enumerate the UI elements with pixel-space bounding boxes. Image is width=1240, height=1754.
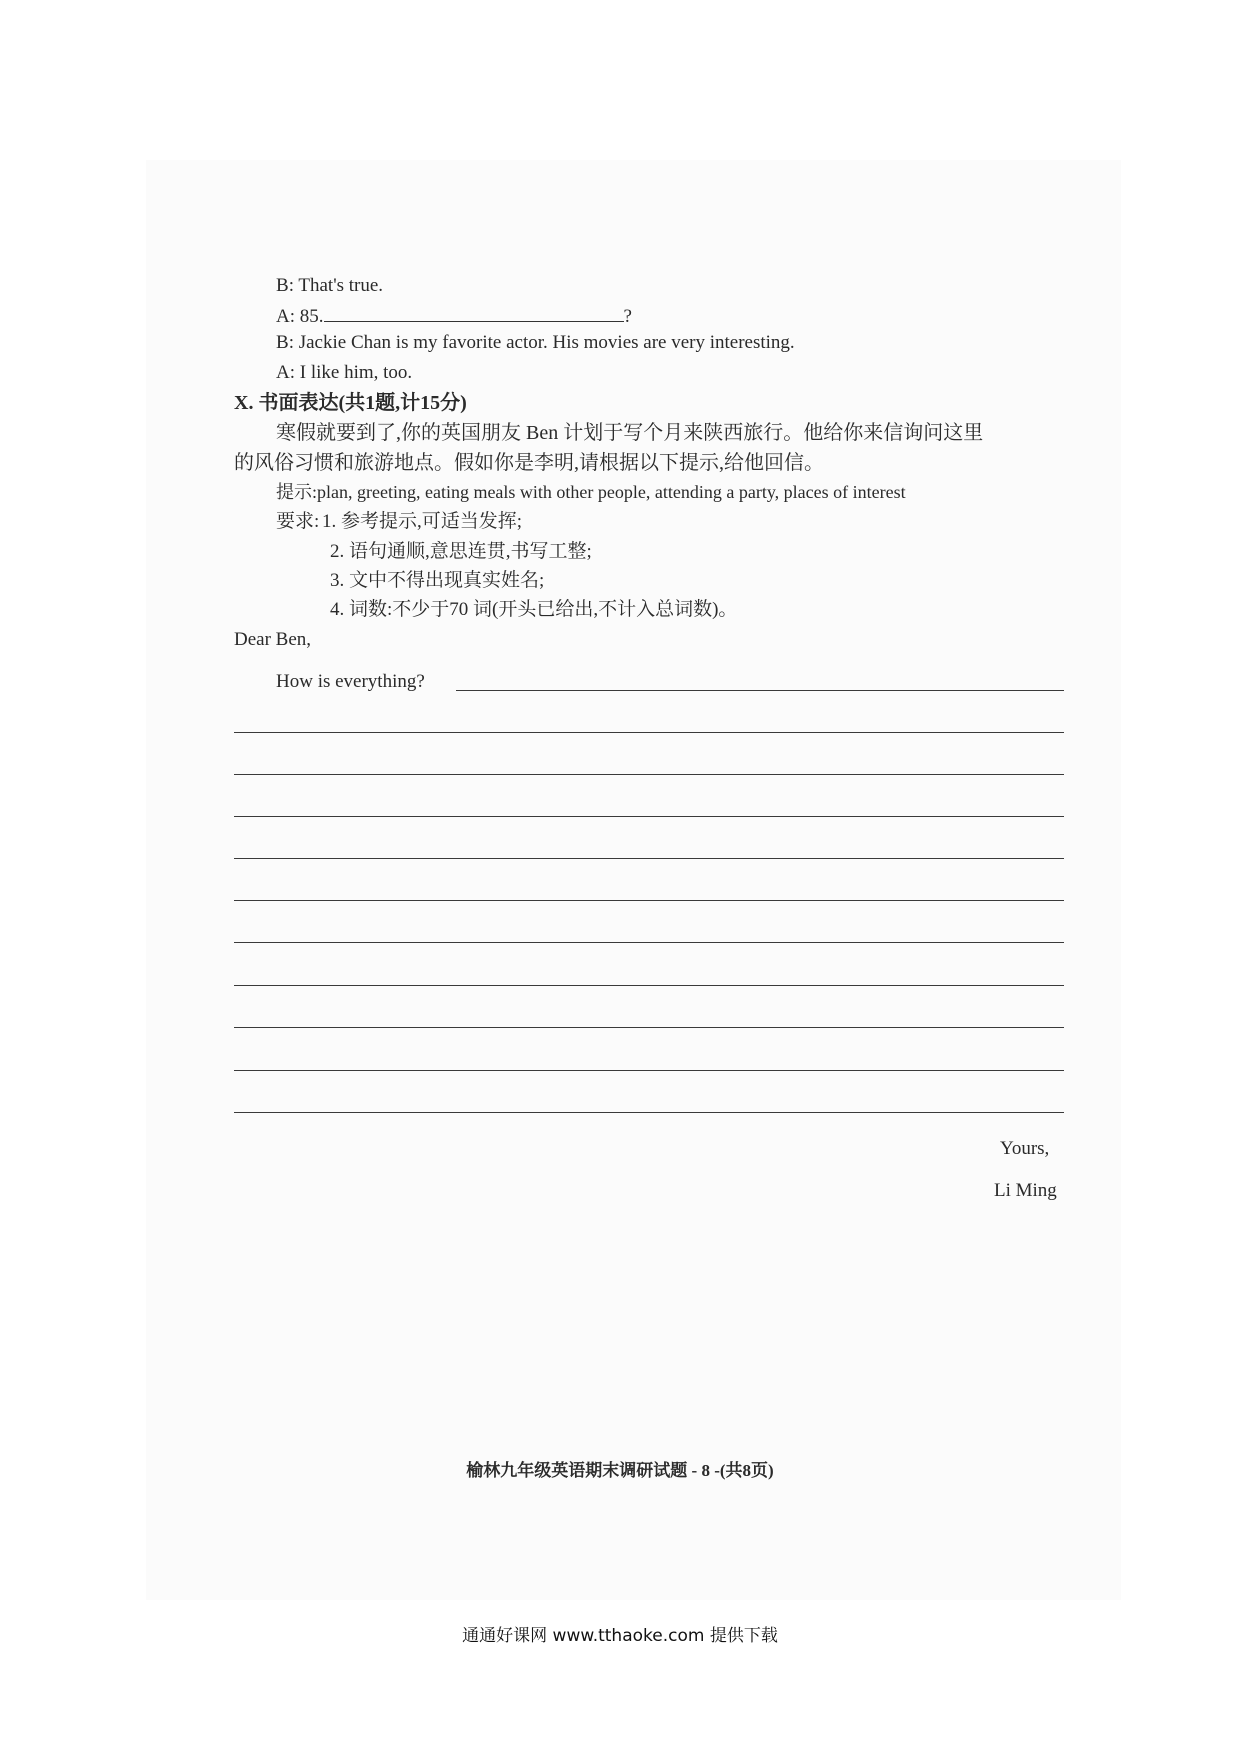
letter-opening: How is everything?: [276, 671, 425, 692]
writing-line[interactable]: [456, 690, 1064, 691]
writing-line[interactable]: [234, 1112, 1064, 1113]
requirement-item: 1. 参考提示,可适当发挥;: [322, 511, 523, 532]
prompt-text: 寒假就要到了,你的英国朋友 Ben 计划于写个月来陕西旅行。他给你来信询问这里: [276, 422, 984, 444]
answer-blank-85[interactable]: [324, 303, 624, 322]
section-heading: X. 书面表达(共1题,计15分): [234, 392, 467, 414]
requirements-label: 要求:: [276, 511, 320, 532]
download-watermark: 通通好课网 www.tthaoke.com 提供下载: [462, 1626, 778, 1646]
letter-closing: Yours,: [1000, 1138, 1050, 1159]
writing-line[interactable]: [234, 774, 1064, 775]
hint-text: 提示:plan, greeting, eating meals with other people, attending a party, places of interest: [276, 482, 906, 502]
requirement-item: 3. 文中不得出现真实姓名;: [330, 570, 545, 591]
writing-line[interactable]: [234, 1027, 1064, 1028]
dialogue-line: B: Jackie Chan is my favorite actor. His movies are very interesting.: [276, 332, 795, 353]
dialogue-line-q85: A: 85. ?: [276, 303, 632, 329]
writing-line[interactable]: [234, 858, 1064, 859]
letter-salutation: Dear Ben,: [234, 629, 312, 650]
writing-line[interactable]: [234, 900, 1064, 901]
requirement-item: 2. 语句通顺,意思连贯,书写工整;: [330, 541, 592, 562]
writing-line[interactable]: [234, 732, 1064, 733]
letter-signature: Li Ming: [994, 1180, 1057, 1201]
writing-line[interactable]: [234, 1070, 1064, 1071]
dialogue-line: A: I like him, too.: [276, 362, 413, 383]
writing-line[interactable]: [234, 816, 1064, 817]
requirement-item: 4. 词数:不少于70 词(开头已给出,不计入总词数)。: [330, 599, 738, 620]
prompt-text: 的风俗习惯和旅游地点。假如你是李明,请根据以下提示,给他回信。: [234, 452, 824, 474]
writing-line[interactable]: [234, 942, 1064, 943]
writing-line[interactable]: [234, 985, 1064, 986]
dialogue-line: B: That's true.: [276, 275, 384, 296]
page-footer: 榆林九年级英语期末调研试题 - 8 -(共8页): [466, 1461, 774, 1480]
